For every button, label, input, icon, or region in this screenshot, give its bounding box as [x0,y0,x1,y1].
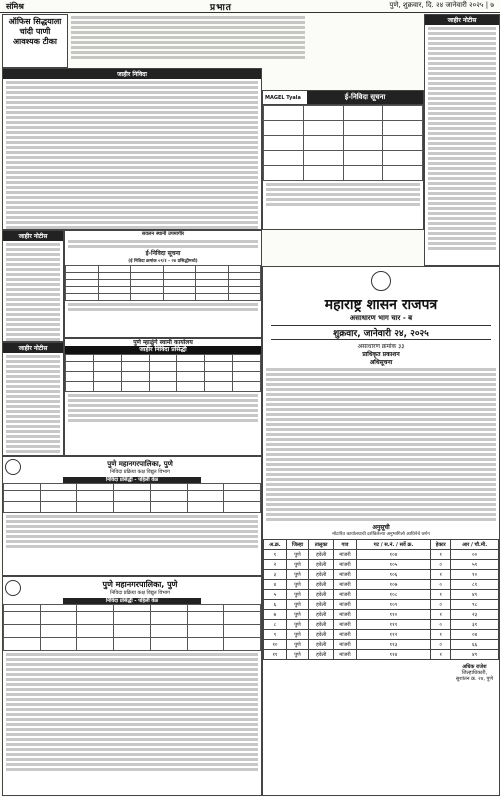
table-cell: १०४ [356,550,430,560]
table-cell: ० [431,580,451,590]
pmc-1-label: निविदा प्रसिद्धी - पहिली वेळ [63,477,201,483]
right-lower-text [262,230,422,240]
metro-sub: जाहीर निविदा प्रसिद्धी [65,346,261,353]
etender-header: ई-निविदा सूचना [307,91,423,104]
table-cell: पुणे [286,620,308,630]
table-cell: हवेली [309,600,334,610]
pmc-2-label: निविदा प्रसिद्धी - पहिली वेळ [63,598,201,604]
gazette-table [263,539,499,660]
table-cell: ११ [264,650,287,660]
signatory-office: सुशांतन क्र. २४, पुणे [455,676,493,682]
table-row [264,560,499,570]
table-cell: पुणे [286,570,308,580]
table-cell: मांजरी [334,620,357,630]
table-cell: पुणे [286,550,308,560]
table-cell: मांजरी [334,560,357,570]
signatory-designation: जिल्हाधिकारी, [461,670,488,676]
gazette-table-header: तालुका [309,540,334,550]
table-cell: मांजरी [334,580,357,590]
state-emblem-icon [371,271,391,291]
ad-line3: आवश्यक टीका [13,37,57,46]
table-cell: ४९ [451,650,499,660]
table-cell: ३ [264,570,287,580]
pmc-2-table [3,604,261,651]
table-cell: ५ [264,590,287,600]
table-cell: पुणे [286,640,308,650]
table-cell: १ [431,550,451,560]
table-cell: १०८ [356,590,430,600]
pmc-1-dept: निविदा प्रक्रिया कक्ष विद्युत विभाग [110,468,170,475]
table-cell: १ [431,610,451,620]
page-date: पुणे, शुक्रवार, दि. २४ जानेवारी २०२५ | ७ [389,1,494,9]
table-cell: मांजरी [334,650,357,660]
sugar-tender-notice [64,230,262,338]
table-cell: पुणे [286,560,308,570]
table-cell: १०६ [356,570,430,580]
gazette-title: महाराष्ट्र शासन राजपत्र [324,297,438,313]
table-row [264,590,499,600]
etender-table [263,105,423,181]
table-cell: मांजरी [334,590,357,600]
table-cell: ८१ [451,580,499,590]
pune-metro-notice [64,338,262,456]
table-cell: हवेली [309,610,334,620]
gazette-table-header: जिल्हा [286,540,308,550]
table-cell: २ [264,560,287,570]
table-cell: ४ [264,580,287,590]
pmc-2-title: पुणे महानगरपालिका, पुणे [102,580,178,589]
gazette-table-header: गट / स.नं. / सर्वे क्र. [356,540,430,550]
table-cell: १ [431,650,451,660]
table-cell: १०५ [356,560,430,570]
table-cell: मांजरी [334,610,357,620]
gazette-authority: प्राधिकृत प्रकाशन [362,351,400,358]
table-cell: ० [431,620,451,630]
table-cell: ७ [264,610,287,620]
middle-notice [2,68,262,230]
masthead [0,0,500,13]
gazette-notification [262,266,500,796]
table-cell: ९८ [451,600,499,610]
table-cell: हवेली [309,640,334,650]
gazette-table-header: अ.क्र. [264,540,287,550]
table-cell: ० [431,600,451,610]
table-cell: हवेली [309,580,334,590]
table-cell: हवेली [309,560,334,570]
table-cell: हवेली [309,550,334,560]
table-row [264,570,499,580]
table-row [264,650,499,660]
table-cell: पुणे [286,590,308,600]
table-cell: पुणे [286,650,308,660]
table-cell: हवेली [309,570,334,580]
ad-subtitle: चांदी पाणी [19,27,51,36]
table-cell: हवेली [309,590,334,600]
pmc-tender-1 [2,456,262,576]
pmc-1-table [3,483,261,513]
sugar-org: सवलन स्थानी उपमागीर [141,231,185,237]
table-cell: ६ [264,600,287,610]
table-cell: ० [431,640,451,650]
pmc-tender-2 [2,576,262,796]
table-cell: हवेली [309,650,334,660]
table-row [264,620,499,630]
left-notice-2-title: जाहीर नोटीस [3,343,63,353]
gazette-table-header: आर / चौ.मी. [451,540,499,550]
right-notice-title: जाहीर नोटीस [425,15,499,25]
signatory-name: अधिक राजेश [462,664,487,670]
gazette-type: अधिसूचना [369,359,393,366]
table-cell: १०७ [356,580,430,590]
top-ad-text [68,14,308,66]
table-cell: १ [264,550,287,560]
table-cell: ९ [264,630,287,640]
table-cell: ०४ [451,630,499,640]
table-cell: ४१ [451,590,499,600]
table-cell: मांजरी [334,640,357,650]
table-cell: ०० [451,550,499,560]
table-cell: १ [431,590,451,600]
right-notice [424,14,500,266]
left-notice-2 [2,342,64,456]
gazette-subtitle: असाधारण भाग चार - ब [349,314,413,322]
table-cell: १०९ [356,600,430,610]
magel-logo: MAGEL Tyala [265,94,301,101]
table-cell: मांजरी [334,600,357,610]
sugar-heading: ई-निविदा सूचना [145,250,181,258]
table-row [264,630,499,640]
table-cell: मांजरी [334,550,357,560]
table-cell: ११० [356,610,430,620]
top-left-ad [2,14,68,68]
metro-table [65,354,261,392]
table-cell: ५१ [451,560,499,570]
table-cell: पुणे [286,630,308,640]
gazette-date: शुक्रवार, जानेवारी २४, २०२५ [271,325,491,340]
table-row [264,580,499,590]
table-cell: १११ [356,620,430,630]
table-cell: पुणे [286,610,308,620]
table-cell: १० [264,640,287,650]
table-cell: हवेली [309,620,334,630]
table-cell: पुणे [286,580,308,590]
gazette-number: असाधारण क्रमांक ३३ [357,343,405,350]
table-cell: १० [451,570,499,580]
pmc-2-dept: निविदा प्रक्रिया कक्ष विद्युत विभाग [110,590,170,596]
table-cell: हवेली [309,630,334,640]
left-notice-1-title: जाहीर नोटीस [3,231,63,241]
pmc-emblem-icon [5,459,21,475]
table-cell: ११२ [356,630,430,640]
sugar-sub: (ई निविदा क्रमांक ०९/१ - २४ प्रसिद्धीमध्ये) [128,258,198,264]
table-cell: ११४ [356,650,430,660]
left-notice-1 [2,230,64,342]
annex-sub: मोटारित कार्यालयाची दर्शविलेल्या अनुभागिलो आधिनेचे वर्णन [332,532,430,537]
table-row [264,550,499,560]
table-cell: ६६ [451,640,499,650]
ad-title: ऑफिस सिद्धयाला [8,17,62,26]
table-cell: पुणे [286,600,308,610]
table-cell: २३ [451,610,499,620]
gazette-table-header: हेक्टर [431,540,451,550]
table-cell: १ [431,630,451,640]
table-cell: ८ [264,620,287,630]
table-row [264,610,499,620]
table-cell: ११३ [356,640,430,650]
gazette-table-header: गाव [334,540,357,550]
table-row [264,600,499,610]
table-cell: ३१ [451,620,499,630]
newspaper-title: प्रभात [210,3,232,13]
sugar-table [65,265,261,301]
metro-title: पुणे म्हाळुंगे स्वामी कार्यालय [133,339,193,346]
table-row [264,640,499,650]
etender-notice [262,90,424,230]
table-cell: मांजरी [334,570,357,580]
pmc-emblem-icon [5,580,21,596]
section-name: संमिश्र [6,2,24,11]
annex-title: अनुसूची [372,524,390,531]
table-cell: मांजरी [334,630,357,640]
table-cell: १ [431,570,451,580]
pmc-1-title: पुणे महानगरपालिका, पुणे [107,459,173,468]
table-cell: ० [431,560,451,570]
middle-notice-title: जाहीर निविदा [3,69,261,79]
